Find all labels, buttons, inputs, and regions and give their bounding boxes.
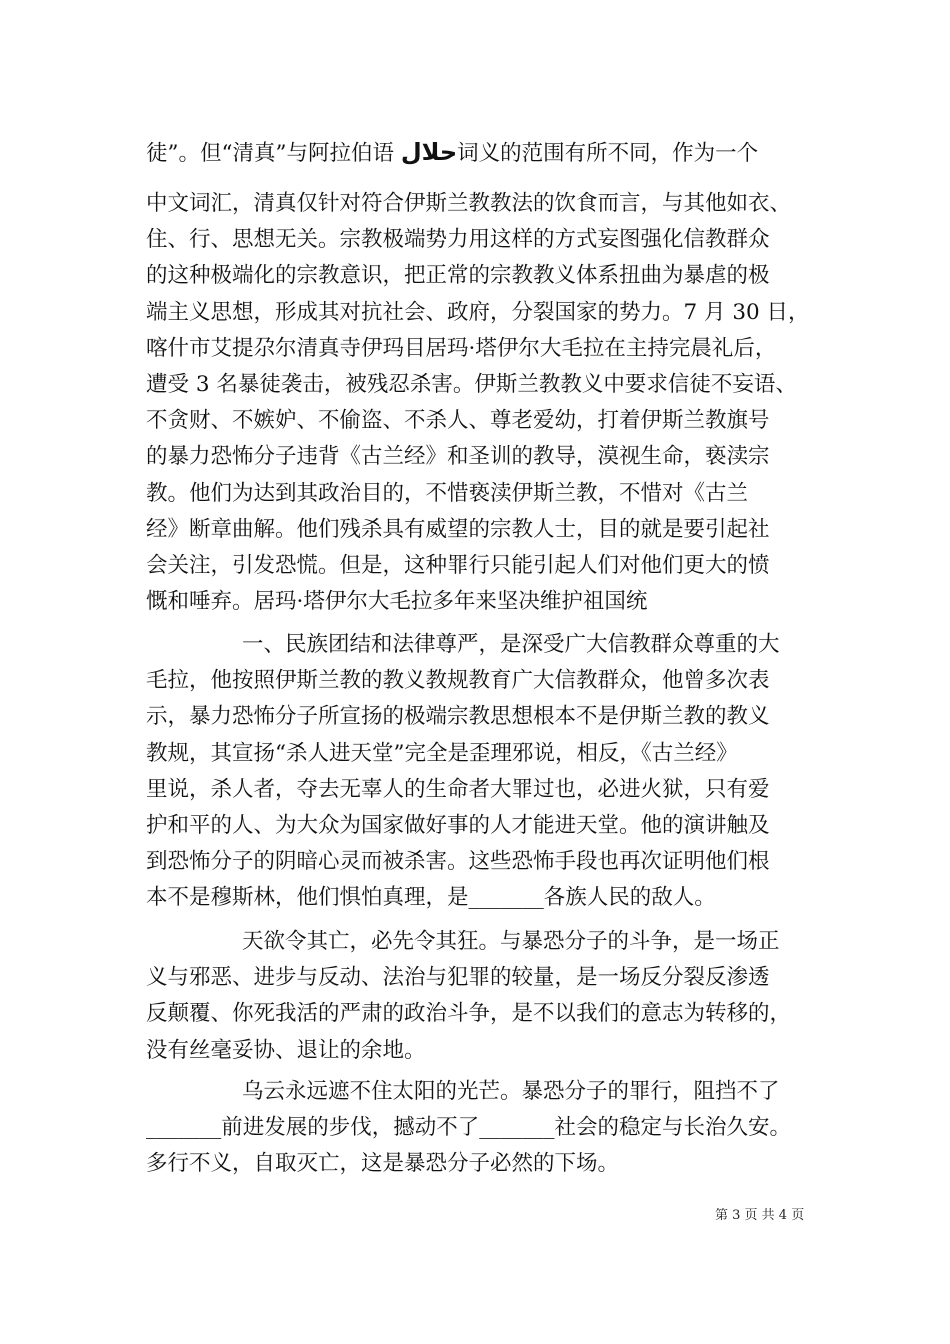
paragraph-4 <box>146 1074 822 1183</box>
paragraph-3 <box>146 924 822 1069</box>
text-line: 的暴力恐怖分子违背《古兰经》和圣训的教导，漠视生命，亵渎宗 <box>146 444 770 470</box>
text-line: 义与邪恶、进步与反动、法治与犯罪的较量，是一场反分裂反渗透 <box>146 965 770 991</box>
text-line: 毛拉，他按照伊斯兰教的教义教规教育广大信教群众，他曾多次表 <box>146 668 770 694</box>
text-line: 没有丝毫妥协、退让的余地。 <box>146 1037 426 1063</box>
paragraph-1 <box>146 186 822 620</box>
text-line: 里说，杀人者，夺去无辜人的生命者大罪过也，必进火狱，只有爱 <box>146 776 770 802</box>
text-line: 反颠覆、你死我活的严肃的政治斗争，是不以我们的意志为转移的， <box>146 1001 792 1027</box>
arabic-word: حلال <box>400 138 458 166</box>
text-line: 慨和唾弃。居玛·塔伊尔大毛拉多年来坚决维护祖国统 <box>146 589 648 615</box>
text-line: 乌云永远遮不住太阳的光芒。暴恐分子的罪行，阻挡不了 <box>242 1079 780 1104</box>
text-line: 喀什市艾提尕尔清真寺伊玛目居玛·塔伊尔大毛拉在主持完晨礼后， <box>146 335 777 361</box>
text-line: 到恐怖分子的阴暗心灵而被杀害。这些恐怖手段也再次证明他们根 <box>146 849 770 875</box>
text-line: 天欲令其亡，必先令其狂。与暴恐分子的斗争，是一场正 <box>242 929 780 954</box>
text-line: 中文词汇，清真仅针对符合伊斯兰教教法的饮食而言，与其他如衣、 <box>146 191 792 216</box>
text-line: 护和平的人、为大众为国家做好事的人才能进天堂。他的演讲触及 <box>146 812 770 838</box>
text-line: 一、民族团结和法律尊严，是深受广大信教群众尊重的大 <box>242 632 780 657</box>
text-line: 端主义思想，形成其对抗社会、政府，分裂国家的势力。7 月 30 日， <box>146 299 810 325</box>
text-line: 教规，其宣扬“杀人进天堂”完全是歪理邪说，相反，《古兰经》 <box>146 740 738 766</box>
text-line: 多行不义，自取灭亡，这是暴恐分子必然的下场。 <box>146 1151 620 1177</box>
text-line: 的这种极端化的宗教意识，把正常的宗教教义体系扭曲为暴虐的极 <box>146 263 770 289</box>
page-number-footer: 第 3 页 共 4 页 <box>715 1208 805 1223</box>
text-line: 经》断章曲解。他们残杀具有威望的宗教人士，目的就是要引起社 <box>146 516 770 542</box>
text-line: 本不是穆斯林，他们惧怕真理，是_______各族人民的敌人。 <box>146 885 716 911</box>
paragraph-2 <box>146 627 822 917</box>
text-line: 住、行、思想无关。宗教极端势力用这样的方式妄图强化信教群众 <box>146 227 770 253</box>
text-line: 会关注，引发恐慌。但是，这种罪行只能引起人们对他们更大的愤 <box>146 552 770 578</box>
first-line-before: 徒”。但“清真”与阿拉伯语 <box>146 141 401 166</box>
first-line-after: 词义的范围有所不同，作为一个 <box>457 141 759 166</box>
text-line: 不贪财、不嫉妒、不偷盗、不杀人、尊老爱幼，打着伊斯兰教旗号 <box>146 408 770 434</box>
text-line: 遭受 3 名暴徒袭击，被残忍杀害。伊斯兰教教义中要求信徒不妄语、 <box>146 371 797 397</box>
text-line: 教。他们为达到其政治目的，不惜亵渎伊斯兰教，不惜对《古兰 <box>146 480 749 506</box>
text-line: 示，暴力恐怖分子所宣扬的极端宗教思想根本不是伊斯兰教的教义 <box>146 704 770 730</box>
text-line: _______前进发展的步伐，撼动不了_______社会的稳定与长治久安。 <box>146 1115 792 1141</box>
first-line <box>146 137 758 169</box>
